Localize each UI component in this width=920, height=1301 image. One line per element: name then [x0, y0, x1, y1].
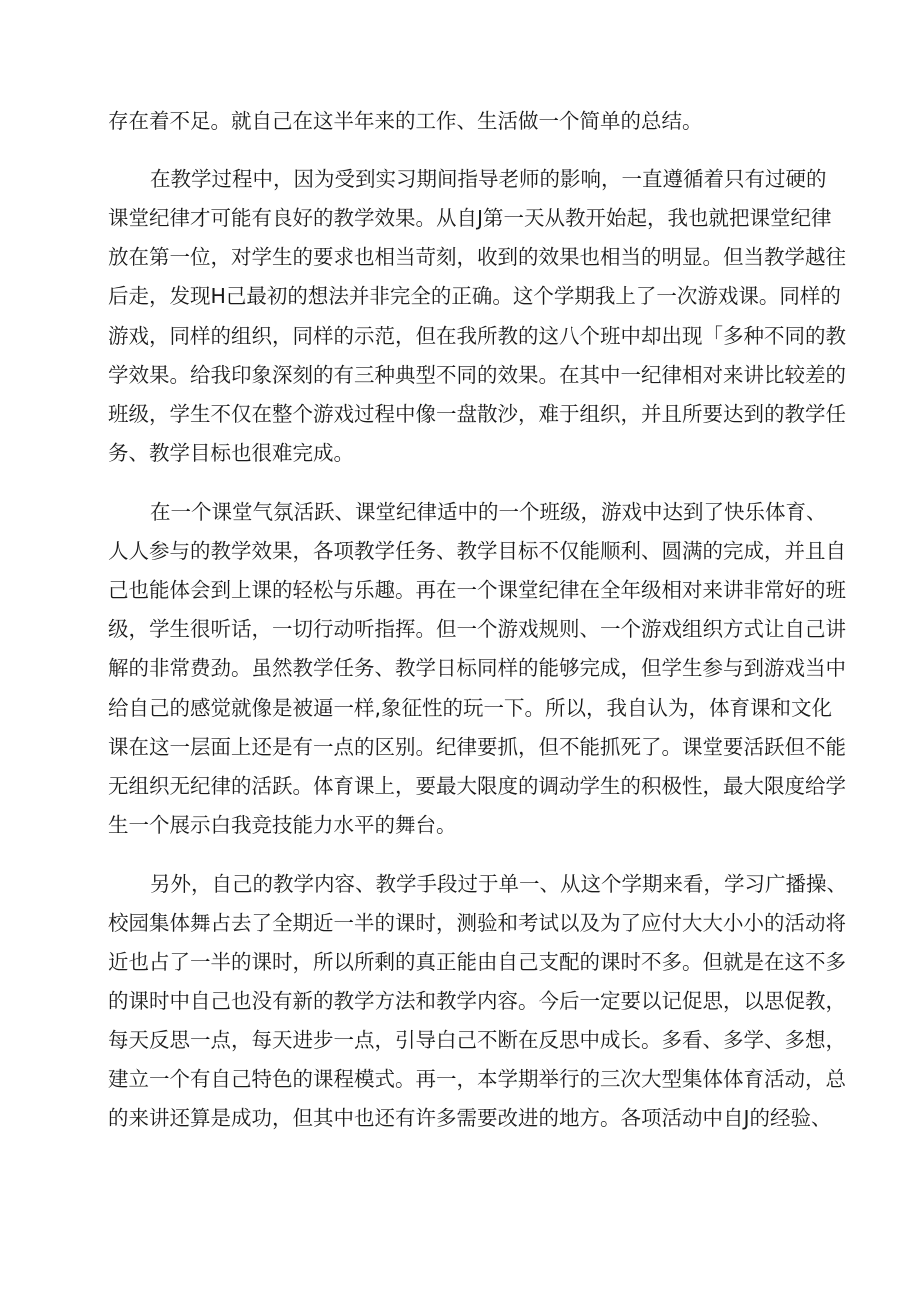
- text-line: 后走，发现H己最初的想法并非完全的正确。这个学期我上了一次游戏课。同样的: [108, 284, 841, 308]
- text-line: 解的非常费劲。虽然教学任务、教学日标同样的能够完成，但学生参与到游戏当中: [108, 656, 846, 680]
- text-line: 务、教学目标也很难完成。: [108, 441, 354, 465]
- text-line: 每天反思一点，每天进步一点，引导白己不断在反思中成长。多看、多学、多想，: [108, 1028, 846, 1052]
- text-line: 另外，自己的教学内容、教学手段过于单一、从这个学期来看，学习广播操、: [150, 872, 847, 896]
- text-line: 在一个课堂气氛活跃、课堂纪律适中的一个班级，游戏中达到了快乐体育、: [150, 500, 827, 524]
- text-line: 班级，学生不仅在整个游戏过程中像一盘散沙，难于组织，并且所要达到的教学任: [108, 402, 846, 426]
- text-line: 游戏，同样的组织，同样的示范，但在我所教的这八个班中却出现「多种不同的教: [108, 324, 846, 348]
- text-line: 建立一个有自己特色的课程模式。再一，本学期举行的三次大型集体体育活动，总: [108, 1067, 846, 1091]
- text-line: 存在着不足。就自己在这半年来的工作、生活做一个简单的总结。: [108, 109, 703, 133]
- text-line: 近也占了一半的课时，所以所剩的真正能由自己支配的课时不多。但就是在这不多: [108, 950, 846, 974]
- text-line: 生一个展示白我竞技能力水平的舞台。: [108, 813, 457, 837]
- text-line: 课堂纪律才可能有良好的教学效果。从自J第一天从教开始起，我也就把课堂纪律: [108, 206, 832, 230]
- text-line: 己也能体会到上课的轻松与乐趣。再在一个课堂纪律在全年级相对来讲非常好的班: [108, 578, 846, 602]
- text-line: 学效果。给我印象深刻的有三种典型不同的效果。在其中一纪律相对来讲比较差的: [108, 363, 846, 387]
- text-line: 的来讲还算是成功，但其中也还有许多需要改进的地方。各项活动中自J的经验、: [108, 1106, 832, 1130]
- text-line: 在教学过程中，因为受到实习期间指导老师的影响，一直遵循着只有过硬的: [150, 167, 827, 191]
- text-line: 给自己的感觉就像是被逼一样,象征性的玩一下。所以，我自认为，体育课和文化: [108, 696, 833, 720]
- text-line: 无组织无纪律的活跃。体育课上，要最大限度的调动学生的积极性，最大限度给学: [108, 774, 846, 798]
- text-line: 人人参与的教学效果，各项教学任务、教学目标不仅能顺利、圆满的完成，并且自: [108, 539, 846, 563]
- text-line: 的课时中自己也没有新的教学方法和教学内容。今后一定要以记促思，以思促教，: [108, 989, 846, 1013]
- text-line: 校园集体舞占去了全期近一半的课时，测验和考试以及为了应付大大小小的活动将: [108, 911, 846, 935]
- text-line: 放在第一位，对学生的要求也相当苛刻，收到的效果也相当的明显。但当教学越往: [108, 245, 846, 269]
- text-line: 课在这一层面上还是有一点的区别。纪律要抓，但不能抓死了。课堂要活跃但不能: [108, 735, 846, 759]
- text-line: 级，学生很听话，一切行动听指挥。但一个游戏规则、一个游戏组织方式让自己讲: [108, 617, 846, 641]
